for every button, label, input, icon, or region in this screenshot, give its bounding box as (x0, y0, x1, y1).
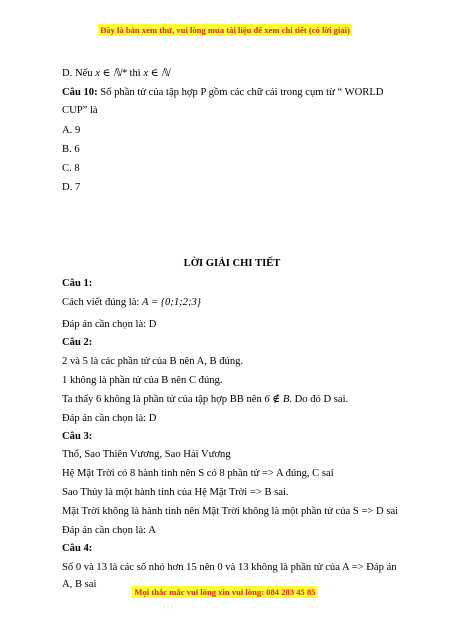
solution-2-line-3 (62, 393, 348, 406)
option-d: D. 7 (62, 182, 81, 193)
option-d-text: D. Nếu (62, 68, 93, 79)
solution-2-line-2: 1 không là phần tử của B nên C đúng. (62, 375, 223, 386)
solution-4-line-1: Số 0 và 13 là các số nhỏ hơn 15 nên 0 và 13 không là phần tử của A => Đáp án (62, 562, 397, 573)
option-d-math-2: x ∈ ℕ (143, 68, 170, 79)
solution-2-line-1: 2 và 5 là các phần tử của B nên A, B đúng. (62, 356, 244, 367)
solution-2-line-3-text: Ta thấy 6 không là phần tử của tập hợp BB nên (62, 394, 262, 405)
solution-3-label: Câu 3: (62, 431, 93, 442)
solution-3-answer: Đáp án cần chọn là: A (62, 525, 156, 536)
solution-1-label: Câu 1: (62, 278, 93, 289)
preview-banner-text: Đây là bản xem thử, vui lòng mua tài liệu để xem chi tiết (có lời giải) (100, 25, 350, 35)
contact-banner (0, 587, 450, 597)
solution-2-line-3-math: 6 ∉ B. (264, 394, 292, 405)
solution-4-label: Câu 4: (62, 543, 93, 554)
solution-1-math: A = {0;1;2;3} (142, 297, 202, 308)
solution-1-line-1 (62, 296, 201, 309)
solution-4-line-2: A, B sai (62, 579, 97, 590)
solution-1-answer: Đáp án cần chọn là: D (62, 319, 157, 330)
question-10-text-1: Số phần tử của tập hợp P gồm các chữ cái trong cụm từ “ WORLD (100, 87, 384, 98)
option-b: B. 6 (62, 144, 80, 155)
solution-3-line-2: Hệ Mặt Trời có 8 hành tinh nên S có 8 phần tử => A đúng, C sai (62, 468, 334, 479)
question-10-label: Câu 10: (62, 87, 98, 98)
option-d-mid: thì (129, 68, 141, 79)
solution-2-label: Câu 2: (62, 337, 93, 348)
option-c: C. 8 (62, 163, 80, 174)
question-10-text-2: CUP” là (62, 105, 98, 116)
solution-3-line-1: Thổ, Sao Thiên Vương, Sao Hải Vương (62, 449, 231, 460)
solution-3-line-4: Mặt Trời không là hành tinh nên Mặt Trời không là một phần tử của S => D sai (62, 506, 399, 517)
option-a: A. 9 (62, 125, 81, 136)
contact-banner-text: Mọi thắc mắc vui lòng xin vui lòng: 084 283 45 85 (134, 587, 316, 597)
option-d-line (62, 67, 170, 80)
solution-1-text: Cách viết đúng là: (62, 297, 140, 308)
solutions-heading: LỜI GIẢI CHI TIẾT (183, 258, 281, 269)
preview-banner (0, 25, 450, 35)
solution-3-line-3: Sao Thủy là một hành tinh của Hệ Mặt Trời => B sai. (62, 487, 289, 498)
option-d-math-1: x ∈ ℕ* (95, 68, 127, 79)
question-10-line-1 (62, 86, 383, 99)
solution-2-answer: Đáp án cần chọn là: D (62, 413, 157, 424)
solution-2-line-3-end: Do đó D sai. (294, 394, 349, 405)
